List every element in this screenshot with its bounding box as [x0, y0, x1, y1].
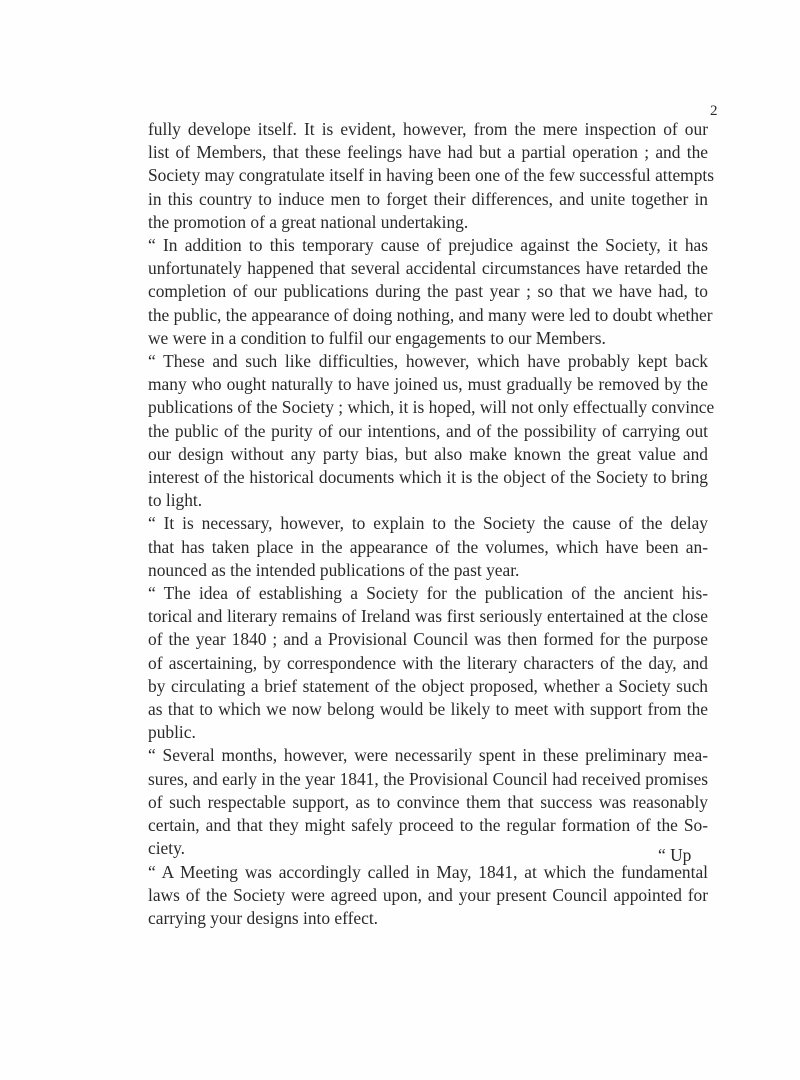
text-line: as that to which we now belong would be likely to meet with support from the	[148, 699, 708, 720]
text-line: many who ought naturally to have joined us, must gradually be removed by the	[148, 374, 708, 395]
text-line: certain, and that they might safely proceed to the regular formation of the So-	[148, 815, 708, 836]
page-number: 2	[710, 103, 718, 119]
text-line: in this country to induce men to forget their differences, and unite together in	[148, 188, 708, 209]
paragraph	[148, 350, 715, 512]
text-line: the promotion of a great national undertaking.	[148, 211, 469, 232]
text-line: of the year 1840 ; and a Provisional Council was then formed for the purpose	[148, 629, 708, 650]
text-line: laws of the Society were agreed upon, and your present Council appointed for	[148, 884, 708, 905]
text-line: our design without any party bias, but also make known the great value and	[148, 443, 708, 464]
paragraph	[148, 512, 708, 582]
text-line: of such respectable support, as to convince them that success was reasonably	[148, 791, 708, 812]
text-line: publications of the Society ; which, it is hoped, will not only effectually convince	[148, 397, 715, 418]
text-line: ciety.	[148, 838, 186, 859]
text-line: “ It is necessary, however, to explain to the Society the cause of the delay	[148, 513, 708, 534]
text-line: “ These and such like difficulties, however, which have probably kept back	[148, 351, 708, 372]
paragraph	[148, 861, 708, 931]
text-line: fully develope itself. It is evident, however, from the mere inspection of our	[148, 119, 708, 139]
text-line: torical and literary remains of Ireland was first seriously entertained at the close	[148, 606, 708, 627]
body-text	[148, 118, 715, 930]
text-line: “ A Meeting was accordingly called in May, 1841, at which the fundamental	[148, 861, 708, 882]
text-line: “ The idea of establishing a Society for the publication of the ancient his-	[148, 583, 708, 604]
text-line: to light.	[148, 490, 203, 511]
text-line: “ In addition to this temporary cause of prejudice against the Society, it has	[148, 235, 708, 256]
text-line: public.	[148, 722, 196, 743]
text-line: “ Several months, however, were necessarily spent in these preliminary mea-	[148, 745, 708, 766]
paragraph	[148, 118, 714, 234]
text-line: Society may congratulate itself in having been one of the few successful attempts	[148, 165, 714, 186]
text-line: carrying your designs into effect.	[148, 907, 379, 928]
catchword: “ Up	[658, 845, 692, 865]
paragraph	[148, 234, 713, 350]
text-line: of ascertaining, by correspondence with the literary characters of the day, and	[148, 652, 708, 673]
text-line: that has taken place in the appearance of the volumes, which have been an-	[148, 536, 708, 557]
text-line: by circulating a brief statement of the object proposed, whether a Society such	[148, 675, 708, 696]
text-line: we were in a condition to fulfil our engagements to our Members.	[148, 327, 606, 348]
text-line: sures, and early in the year 1841, the Provisional Council had received promises	[148, 768, 708, 789]
text-line: nounced as the intended publications of the past year.	[148, 559, 520, 580]
text-line: list of Members, that these feelings have had but a partial operation ; and the	[148, 142, 708, 163]
paragraph	[148, 582, 708, 744]
text-line: interest of the historical documents which it is the object of the Society to bring	[148, 467, 708, 488]
text-line: completion of our publications during the past year ; so that we have had, to	[148, 281, 708, 302]
text-line: the public of the purity of our intentions, and of the possibility of carrying out	[148, 420, 708, 441]
paragraph	[148, 744, 708, 860]
text-line: unfortunately happened that several accidental circumstances have retarded the	[148, 258, 708, 279]
text-line: the public, the appearance of doing nothing, and many were led to doubt whether	[148, 304, 713, 325]
